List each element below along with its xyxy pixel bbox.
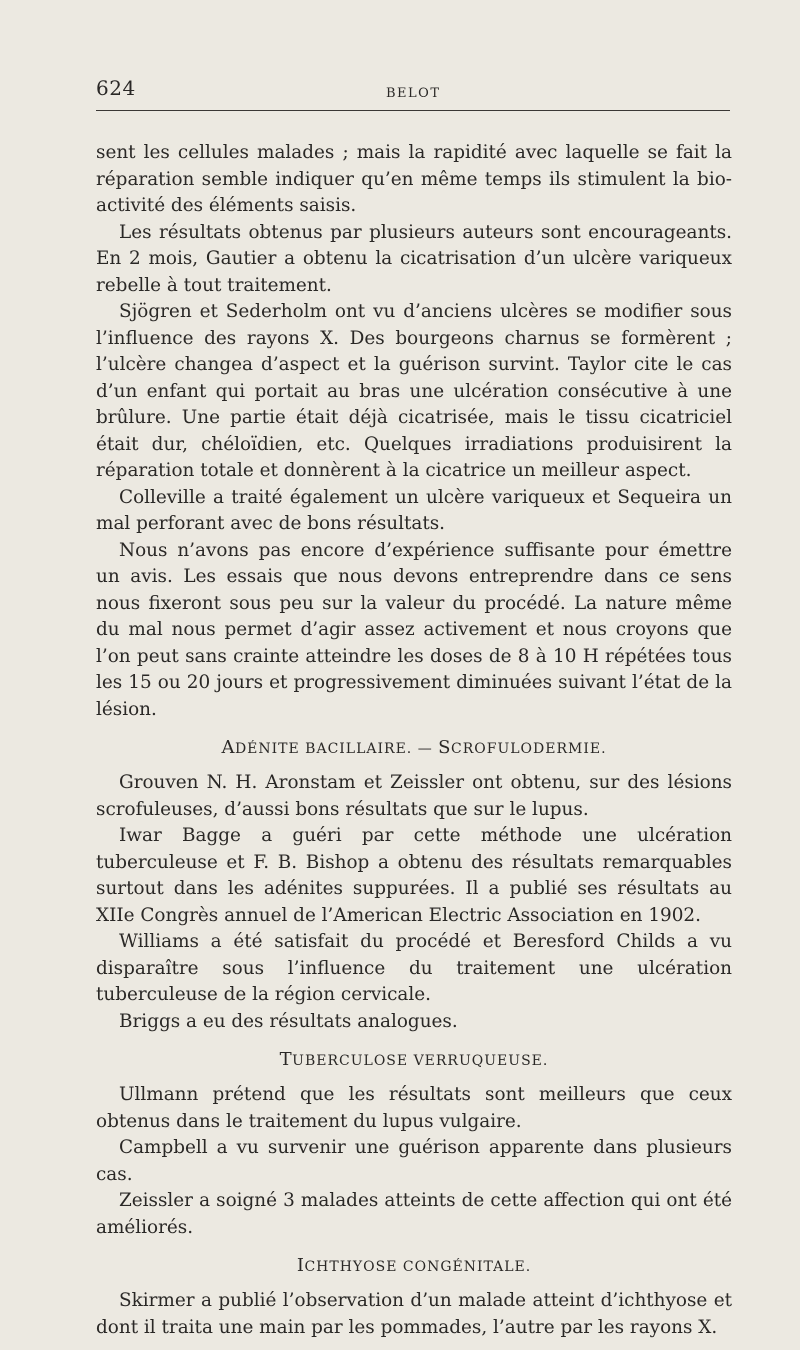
paragraph: Skirmer a publié l’observation d’un malade atteint d’ichthyose et dont il traita une main par les pommades, l’autre par les rayons X. bbox=[96, 1290, 732, 1338]
running-title: BELOT bbox=[386, 86, 441, 101]
page-number: 624 bbox=[96, 76, 136, 100]
paragraph: Grouven N. H. Aronstam et Zeissler ont obtenu, sur des lésions scrofuleuses, d’aussi bons résultats que sur le lupus. bbox=[96, 772, 732, 820]
paragraph: Campbell a vu survenir une guérison apparente dans plusieurs cas. bbox=[96, 1137, 732, 1185]
section-heading-adenite: ADÉNITE BACILLAIRE. — SCROFULODERMIE. bbox=[221, 737, 607, 758]
paragraph: Zeissler a soigné 3 malades atteints de cette affection qui ont été améliorés. bbox=[96, 1190, 732, 1238]
section-heading-tuberculose: TUBERCULOSE VERRUQUEUSE. bbox=[279, 1049, 549, 1070]
paragraph: sent les cellules malades ; mais la rapidité avec laquelle se fait la réparation semble indiquer qu’en même temps ils stimulent la bio-activité des éléments saisis. bbox=[96, 142, 732, 216]
paragraph: Williams a été satisfait du procédé et Beresford Childs a vu disparaître sous l’influence du traitement une ulcération tuberculeuse de la région cervicale. bbox=[96, 931, 732, 1005]
page-body bbox=[96, 140, 732, 1341]
paragraph: Iwar Bagge a guéri par cette méthode une ulcération tuberculeuse et F. B. Bishop a obtenu des résultats remarquables surtout dans les adénites suppurées. Il a publié ses résultats au XIIe Congrès annuel de l’American Electric Association en 1902. bbox=[96, 825, 732, 926]
paragraph: Colleville a traité également un ulcère variqueux et Sequeira un mal perforant avec de bons résultats. bbox=[96, 486, 732, 534]
paragraph: Briggs a eu des résultats analogues. bbox=[119, 1010, 458, 1032]
paragraph: Sjögren et Sederholm ont vu d’anciens ulcères se modifier sous l’influence des rayons X. Des bourgeons charnus se formèrent ; l’ulcère changea d’aspect et la guérison survint. Taylor cite le cas d’un enfant qui portait au bras une ulcération consécutive à une brûlure. Une partie était déjà cicatrisée, mais le tissu cicatriciel était dur, chéloïdien, etc. Quelques irradiations produisirent la réparation totale et donnèrent à la cicatrice un meilleur aspect. bbox=[96, 301, 732, 481]
paragraph: Les résultats obtenus par plusieurs auteurs sont encourageants. En 2 mois, Gautier a obtenu la cicatrisation d’un ulcère variqueux rebelle à tout traitement. bbox=[96, 221, 732, 296]
paragraph: Nous n’avons pas encore d’expérience suffisante pour émettre un avis. Les essais que nous devons entreprendre dans ce sens nous fixeront sous peu sur la valeur du procédé. La nature même du mal nous permet d’agir assez activement et nous croyons que l’on peut sans crainte atteindre les doses de 8 à 10 H répétées tous les 15 ou 20 jours et progressivement diminuées suivant l’état de la lésion. bbox=[96, 539, 732, 720]
paragraph: Ullmann prétend que les résultats sont meilleurs que ceux obtenus dans le traitement du lupus vulgaire. bbox=[96, 1084, 732, 1132]
section-heading-ichthyose: ICHTHYOSE CONGÉNITALE. bbox=[296, 1255, 532, 1276]
page-header bbox=[96, 74, 730, 111]
